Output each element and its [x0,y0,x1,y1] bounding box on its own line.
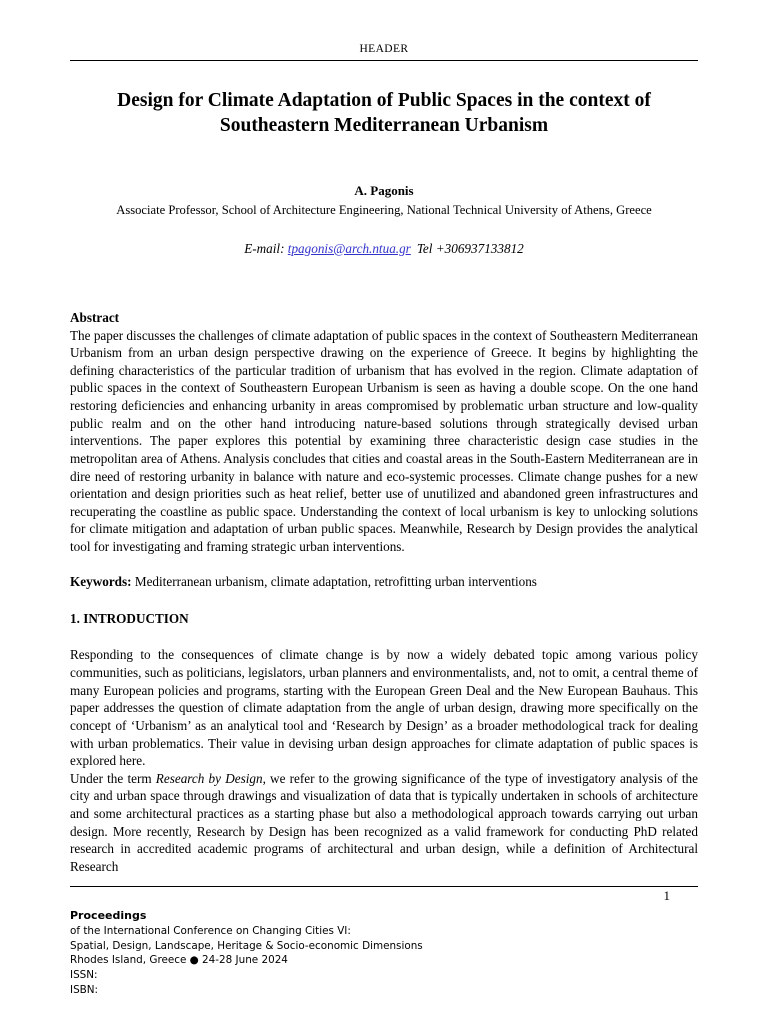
research-by-design-term: Research by Design [155,770,263,786]
footer-issn: ISSN: [70,969,98,982]
header-rule [70,60,698,61]
page-title: Design for Climate Adaptation of Public Spaces in the context of Southeastern Mediterranean Urbanism [117,89,651,136]
email-label: E-mail: [244,240,285,256]
footer-rule [70,886,698,887]
paragraph-2-lead: Under the term [70,770,156,786]
footer-conference-block [70,908,698,997]
author-affiliation: Associate Professor, School of Architecture Engineering, National Technical University of Athens, Greece [116,203,652,218]
abstract-heading: Abstract [70,310,120,326]
page-content [70,0,698,876]
keywords-label: Keywords: [70,573,132,589]
page-number: 1 [663,888,670,903]
author-name: A. Pagonis [354,182,414,198]
footer-conference-name: of the International Conference on Changing Cities VI: [70,924,351,937]
footer-isbn: ISBN: [70,983,99,996]
footer-proceedings-label: Proceedings [70,909,147,923]
author-contact [70,241,698,258]
introduction-paragraph-2 [70,770,698,876]
introduction-paragraph-1: Responding to the consequences of climate change is by now a widely debated topic among various policy communities, such as politicians, legislators, urban planners and environmentalists, and, not to omit, a central theme of many European policies and programs, starting with the European Green Deal and the New European Bauhaus. This paper addresses the question of climate adaptation from the angle of urban design, drawing more specifically on the concept of ‘Urbanism’ as an analytical tool and ‘Research by Design’ as a broader methodological track for dealing with urban problematics. Their value in devising urban design approaches for climate adaptation of public spaces is explored here. [70,647,698,769]
keywords-values: Mediterranean urbanism, climate adaptation, retrofitting urban interventions [134,573,537,589]
abstract-text: The paper discusses the challenges of climate adaptation of public spaces in the context of Southeastern Mediterranean Urbanism from an urban design perspective drawing on the experience of Greece. It begins by highlighting the defining characteristics of the particular tradition of urbanism that has evolved in the region. Climate adaptation of public spaces in the context of Southeastern European Urbanism is seen as having a double scope. On the one hand restoring deficiencies and enhancing urbanity in areas compromised by problematic urban structure and low-quality public realm and on the other hand introducing nature-based solutions through strategically devised urban interventions. The paper explores this potential by examining three characteristic design case studies in the metropolitan area of Athens. Analysis concludes that cities and coastal areas in the South-Eastern Mediterranean are in dire need of restoring urbanity in balance with nature and eco-systemic processes. Climate change pushes for a new orientation and design priorities such as heat relief, better use of unutilized and abandoned green infrastructures and recuperating the coastline as public space. Understanding the context of local urbanism is key to unlocking solutions for climate mitigation and adaptation of urban public spaces. Meanwhile, Research by Design provides the analytical tool for investigating and framing strategic urban interventions. [70,327,698,555]
keywords [70,573,698,591]
footer-conference-subtitle: Spatial, Design, Landscape, Heritage & Socio-economic Dimensions [70,939,423,952]
running-header: HEADER [359,43,409,55]
footer-location-date: Rhodes Island, Greece ● 24-28 June 2024 [70,954,288,967]
paragraph-2-rest: , we refer to the growing significance of the type of investigatory analysis of the city and urban space through drawings and visualization of data that is typically undertaken in schools of architecture and some architectural practices as a starting phase but also a methodological approach towards carrying out urban design. More recently, Research by Design has been recognized as a valid framework for conducting PhD related research in accredited academic programs of architectural and urban design, while a definition of Architectural Research [70,770,698,874]
introduction-heading: 1. INTRODUCTION [70,611,189,627]
telephone: Tel +306937133812 [416,240,524,256]
page-footer [70,886,698,998]
introduction-body [70,646,698,875]
email-link[interactable]: tpagonis@arch.ntua.gr [287,240,411,256]
